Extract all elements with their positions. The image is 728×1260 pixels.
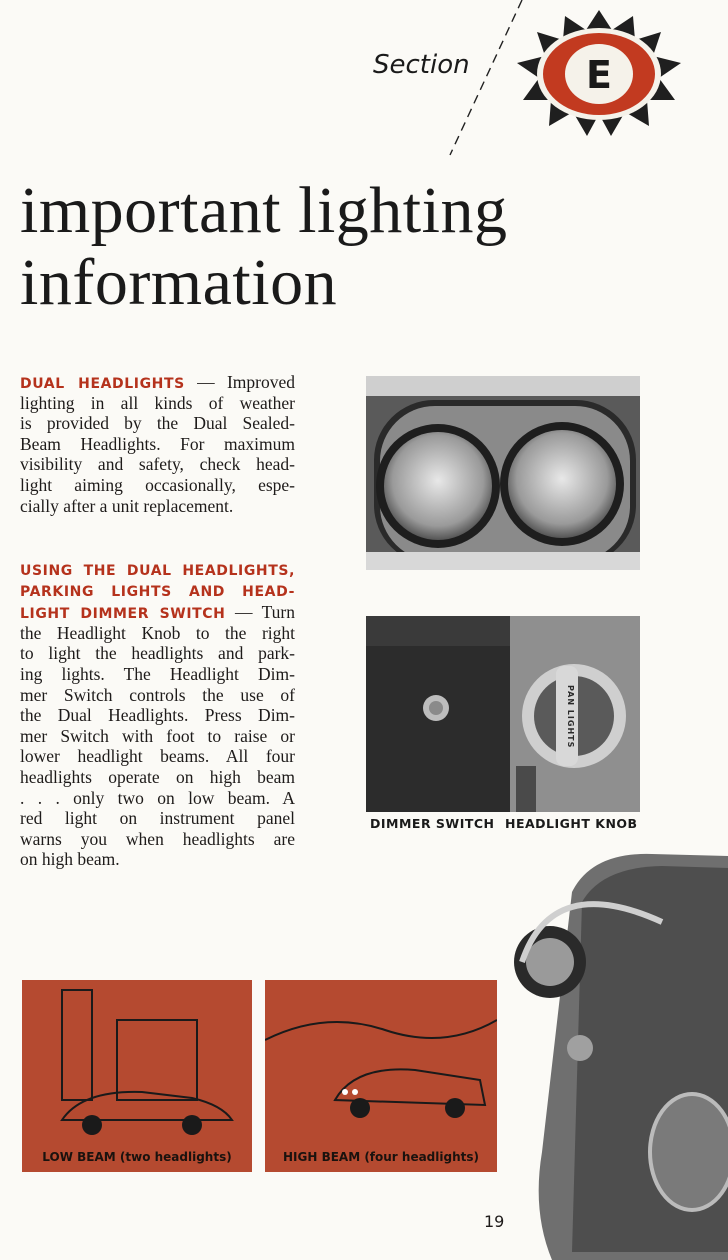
headlight-knob-label: PAN LIGHTS [566,685,575,749]
dashboard-knob-photo [512,852,728,1260]
low-beam-caption: LOW BEAM (two headlights) [42,1150,232,1164]
section-letter: E [586,53,612,97]
page-number: 19 [484,1212,505,1231]
page-title-line2: information [20,246,338,319]
section-label: Section [373,50,470,80]
dual-headlights-heading: DUAL HEADLIGHTS [20,376,185,392]
page-title-line1: important lighting [20,174,508,247]
high-beam-illustration [265,980,497,1172]
section-badge [515,8,683,138]
using-headlights-paragraph: USING THE DUAL HEADLIGHTS, PARKING LIGHTS AND HEAD- LIGHT DIMMER SWITCH — Turn the Headlight Knob to the right to light the headlights and park- ing lights. The Headlight Dim- mer Switch controls the use of the Dual Headlights. Press Dim- mer Switch with foot to raise or lower headlight beams. All four headlights operate on high beam . . . only two on low beam. A red light on instrument panel warns you when headlights are on high beam. [20,563,295,870]
dual-headlights-photo [366,376,640,570]
switch-photos [366,616,640,812]
high-beam-caption: HIGH BEAM (four headlights) [282,1150,479,1164]
dimmer-switch-caption: DIMMER SWITCH [370,816,495,831]
low-beam-illustration [22,980,252,1172]
headlight-knob-caption: HEADLIGHT KNOB [505,816,638,831]
dual-headlights-paragraph: DUAL HEADLIGHTS — Improved lighting in all kinds of weather is provided by the Dual Sealed- Beam Headlights. For maximum visibility and safety, check head- light aiming occasionally, espe- cially after a unit replacement. [20,372,295,516]
